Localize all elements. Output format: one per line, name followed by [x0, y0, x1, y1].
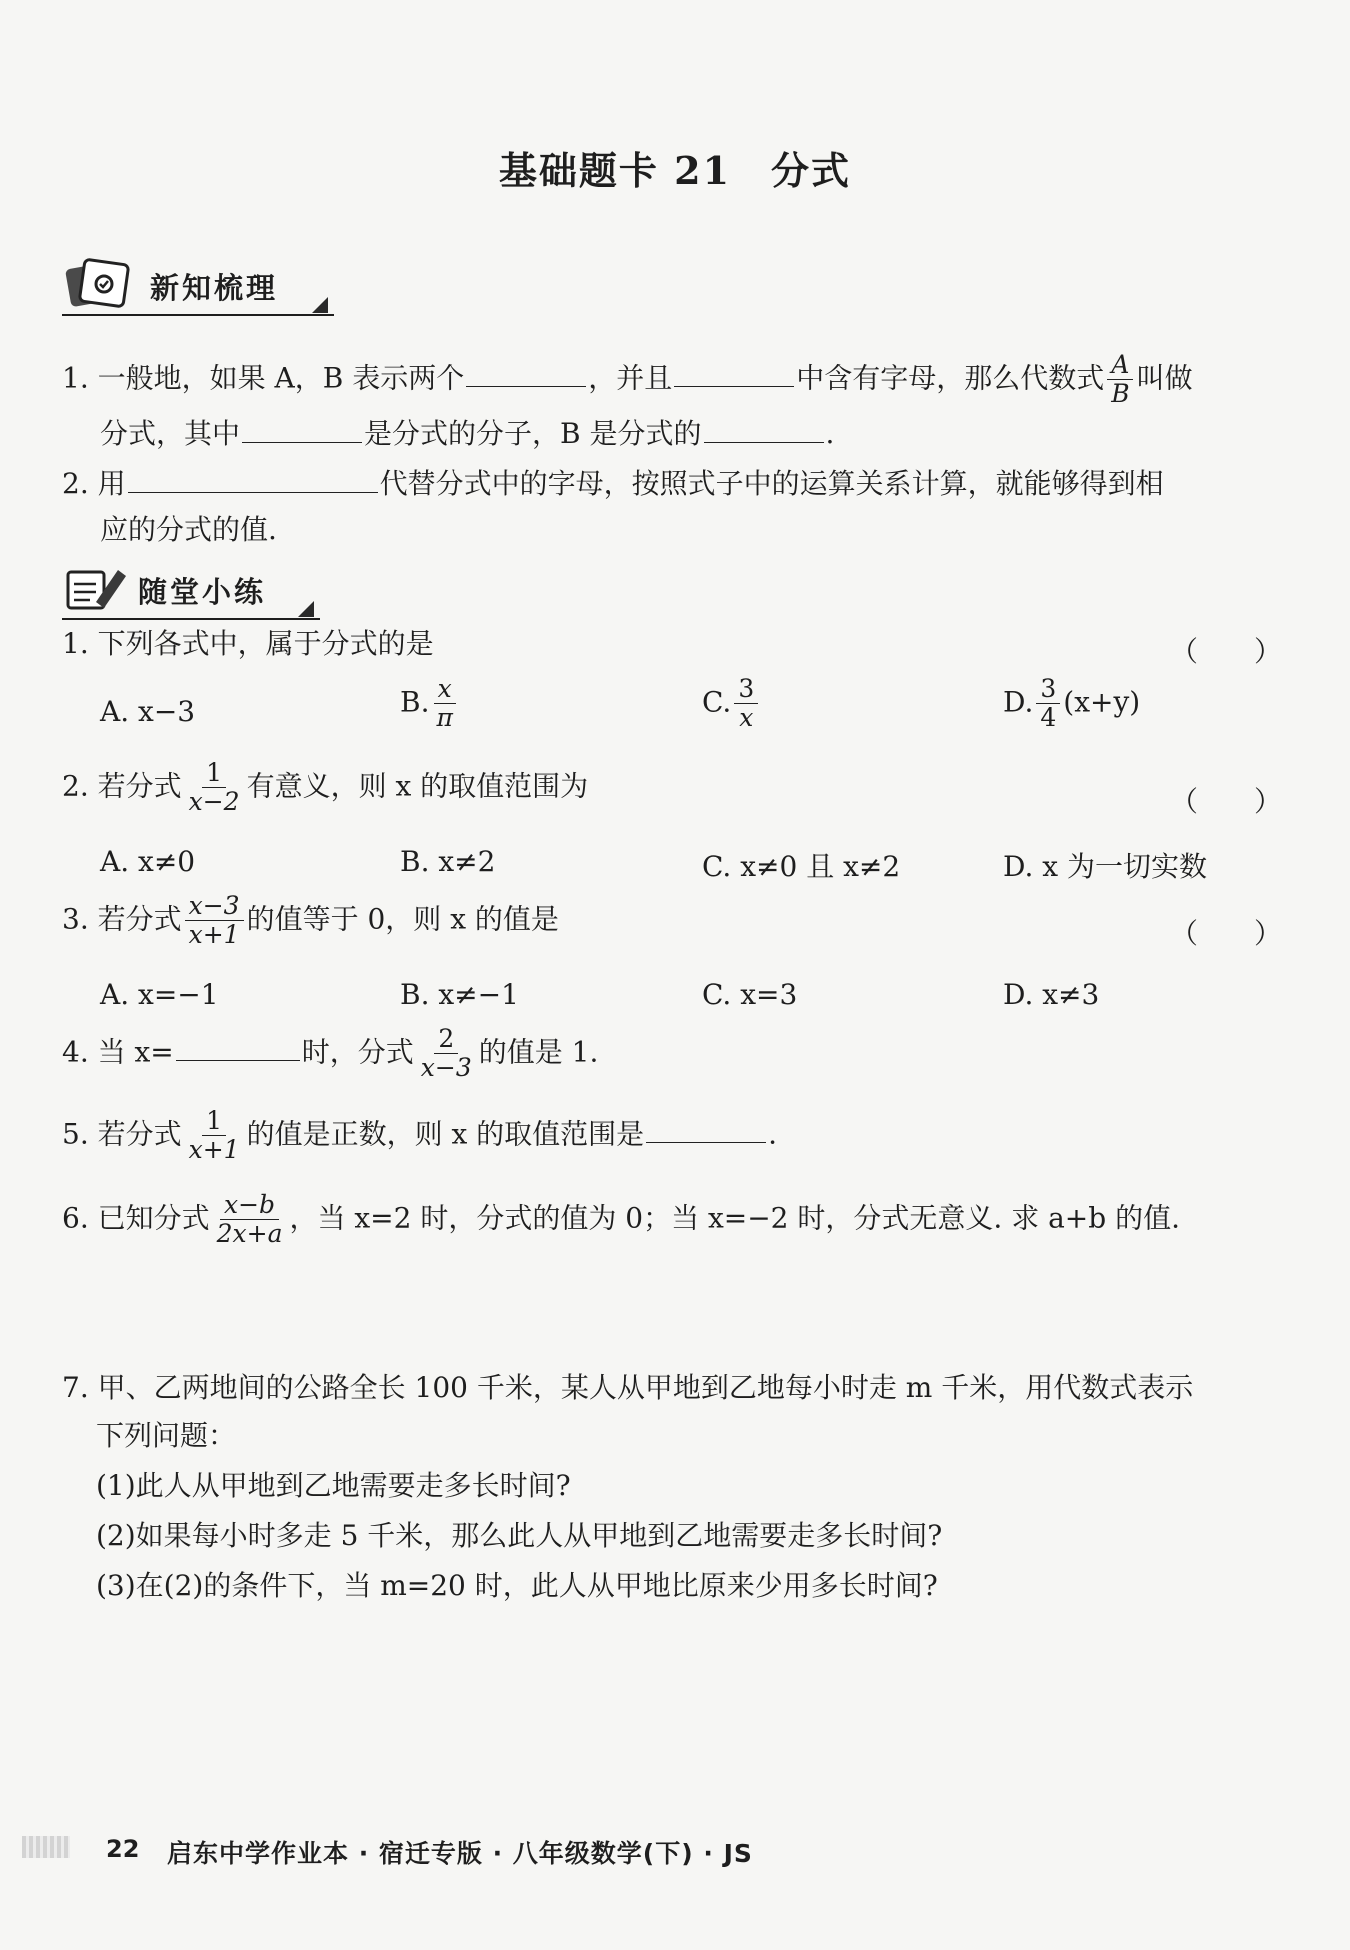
footer-book-title: 启东中学作业本 · 宿迁专版 · 八年级数学(下) · JS — [167, 1839, 753, 1868]
question-7-line-1: 7. 甲、乙两地间的公路全长 100 千米，某人从甲地到乙地每小时走 m 千米，用代数式表示 — [62, 1371, 1194, 1404]
q3-option-b: B. x≠−1 — [400, 978, 519, 1011]
fraction: $\frac{A}{B}$ — [1107, 352, 1133, 408]
pencil-notepad-icon — [62, 562, 134, 614]
question-3-stem: 3. 若分式 $\frac{x-3}{x+1}$ 的值等于 0，则 x 的值是 — [62, 891, 559, 950]
question-5: 5. 若分式 $\frac{1}{x+1}$ 的值是正数，则 x 的取值范围是 . — [62, 1106, 778, 1165]
question-7-sub-3: (3)在(2)的条件下，当 m=20 时，此人从甲地比原来少用多长时间? — [96, 1569, 938, 1602]
section-triangle-icon — [298, 601, 314, 617]
q2-option-a: A. x≠0 — [100, 845, 196, 878]
section-triangle-icon — [312, 297, 328, 313]
q3-option-c: C. x=3 — [702, 978, 798, 1011]
knowledge-item-1-line-2: 分式，其中 是分式的分子，B 是分式的 . — [100, 417, 835, 450]
section-label: 随堂小练 — [138, 575, 267, 609]
q2-option-c: C. x≠0 且 x≠2 — [702, 850, 901, 883]
question-1-stem: 1. 下列各式中，属于分式的是 — [62, 627, 434, 660]
footer-decor-bar — [22, 1836, 70, 1858]
blank — [466, 362, 586, 387]
answer-parenthesis: （ ） — [1170, 635, 1283, 668]
page-title — [0, 140, 1350, 195]
q1-option-d: D. $\frac{3}{4}$ (x+y) — [1003, 674, 1141, 733]
title-main: 基础题卡 21 — [498, 148, 732, 193]
question-6: 6. 已知分式 $\frac{x-b}{2x+a}$ ，当 x=2 时，分式的值为 0；当 x=−2 时，分式无意义. 求 a+b 的值. — [62, 1190, 1180, 1249]
section-underline — [62, 618, 320, 620]
q3-option-a: A. x=−1 — [100, 978, 219, 1011]
question-7-sub-1: (1)此人从甲地到乙地需要走多长时间? — [96, 1469, 571, 1502]
blank — [704, 418, 824, 443]
knowledge-item-2-line-2: 应的分式的值. — [100, 513, 277, 546]
knowledge-item-2-line-1: 2. 用 代替分式中的字母，按照式子中的运算关系计算，就能够得到相 — [62, 467, 1164, 500]
q3-option-d: D. x≠3 — [1003, 978, 1100, 1011]
blank — [674, 362, 794, 387]
knowledge-item-1-line-1: 1. 一般地，如果 A，B 表示两个 ，并且 中含有字母，那么代数式 $\frac{A}{B}$ 叫做 — [62, 350, 1193, 409]
answer-parenthesis: （ ） — [1170, 785, 1283, 818]
blank — [128, 468, 378, 493]
q2-option-d: D. x 为一切实数 — [1003, 850, 1207, 883]
section-underline — [62, 314, 334, 316]
question-7-line-2: 下列问题： — [96, 1419, 237, 1452]
question-2-stem: 2. 若分式 $\frac{1}{x-2}$ 有意义，则 x 的取值范围为 — [62, 758, 589, 817]
q1-option-b: B. $\frac{x}{\pi}$ — [400, 676, 460, 732]
page-number: 22 — [106, 1835, 140, 1863]
notebook-icon — [62, 258, 134, 310]
question-4: 4. 当 x= 时，分式 $\frac{2}{x-3}$ 的值是 1. — [62, 1024, 599, 1083]
section-label: 新知梳理 — [150, 271, 279, 305]
question-7-sub-2: (2)如果每小时多走 5 千米，那么此人从甲地到乙地需要走多长时间? — [96, 1519, 943, 1552]
blank — [646, 1118, 766, 1143]
q1-option-a: A. x−3 — [100, 695, 196, 728]
title-topic: 分式 — [771, 148, 852, 193]
section-header-practice — [62, 562, 320, 620]
q2-option-b: B. x≠2 — [400, 845, 496, 878]
blank — [176, 1036, 300, 1061]
section-header-new-knowledge — [62, 258, 334, 316]
q1-option-c: C. $\frac{3}{x}$ — [702, 676, 761, 732]
answer-parenthesis: （ ） — [1170, 917, 1283, 950]
blank — [242, 418, 362, 443]
